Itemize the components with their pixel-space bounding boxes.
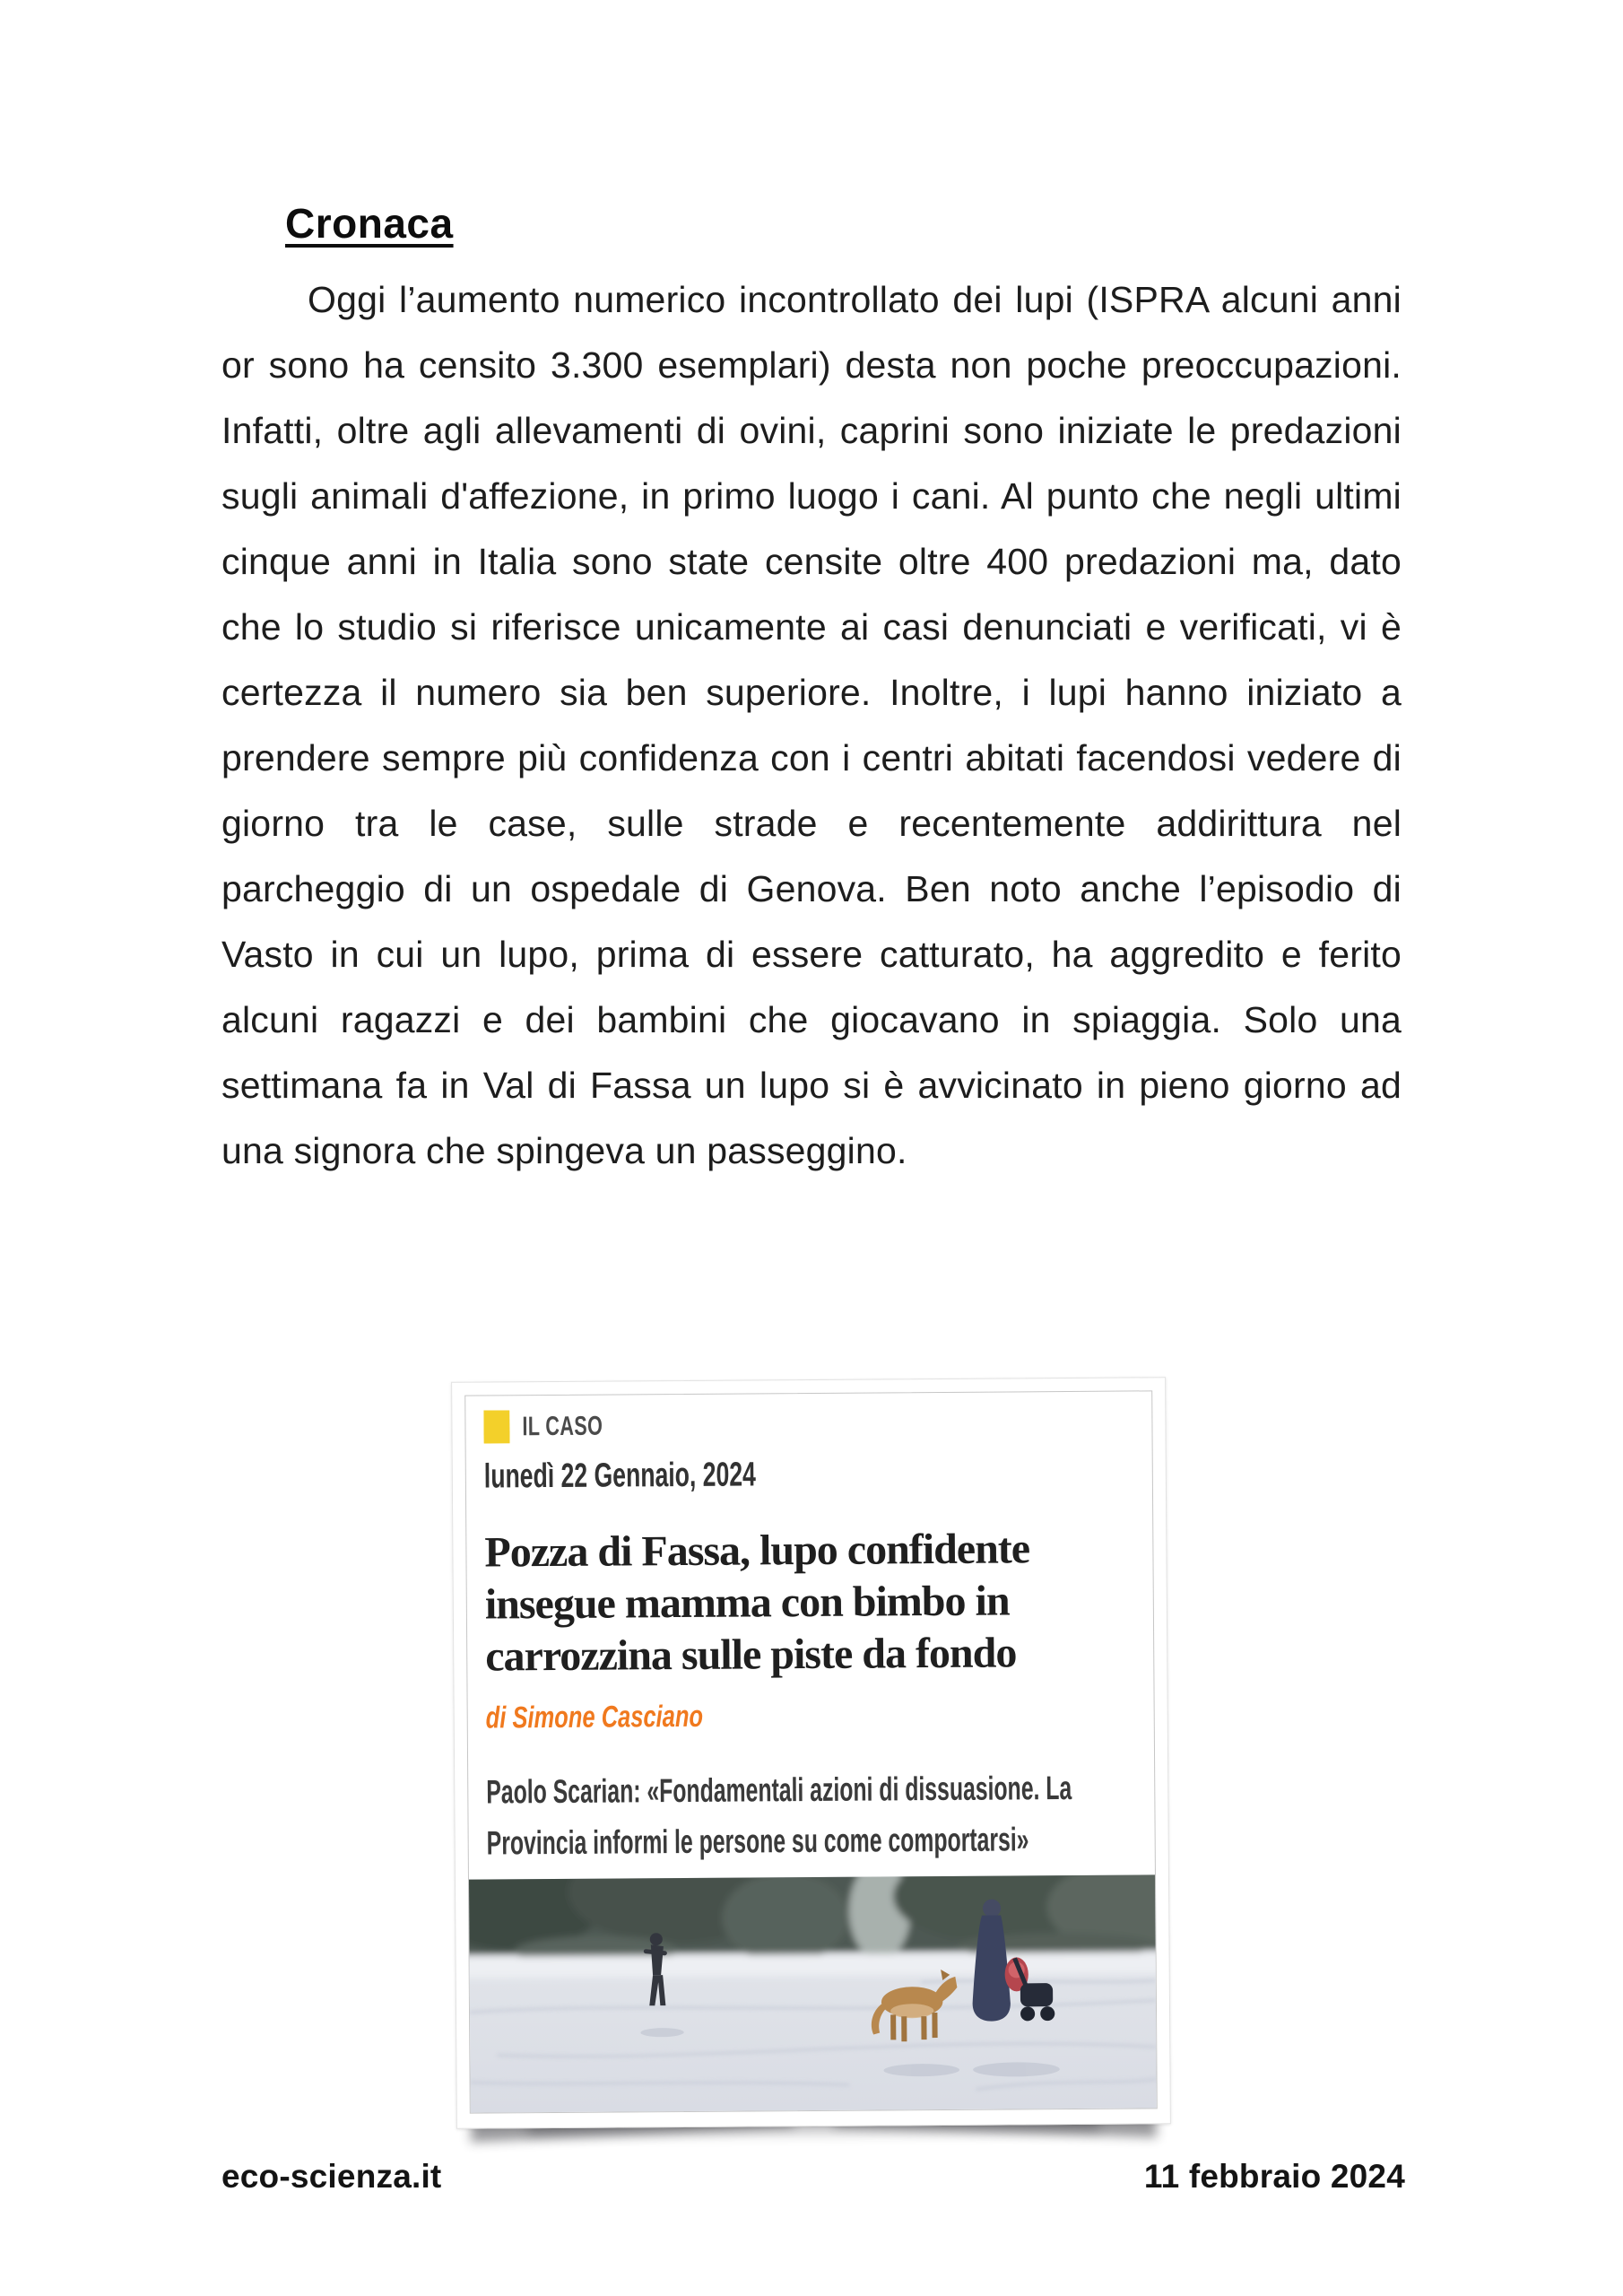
footer-date: 11 febbraio 2024 xyxy=(1143,2158,1405,2195)
section-heading: Cronaca xyxy=(285,200,454,247)
article-byline: di Simone Casciano xyxy=(485,1699,704,1735)
forest-background xyxy=(469,1874,1157,1979)
kicker xyxy=(483,1405,1133,1443)
article-deck: Paolo Scarian: «Fondamentali azioni di dissuasione. La Provincia informi le persone su come comportarsi» xyxy=(486,1769,1072,1862)
kicker-label: IL CASO xyxy=(522,1411,603,1441)
news-card xyxy=(451,1377,1171,2129)
kicker-color-swatch-icon xyxy=(483,1410,509,1443)
article-date: lunedì 22 Gennaio, 2024 xyxy=(483,1456,757,1496)
news-clipping xyxy=(451,1377,1171,2129)
page-footer xyxy=(221,2158,1405,2196)
article-photo xyxy=(469,1874,1157,2112)
article-headline: Pozza di Fassa, lupo confidente insegue mamma con bimbo in carrozzina sulle piste da fondo xyxy=(484,1525,1030,1681)
footer-site: eco-scienza.it xyxy=(221,2158,442,2195)
body-paragraph: Oggi l’aumento numerico incontrollato dei lupi (ISPRA alcuni anni or sono ha censito 3.300 esemplari) desta non poche preoccupazioni. Infatti, oltre agli allevamenti di ovini, caprini sono iniziate le predazioni sugli animali d'affezione, in primo luogo i cani. Al punto che negli ultimi cinque anni in Italia sono state censite oltre 400 predazioni ma, dato che lo studio si riferisce unicamente ai casi denunciati e verificati, vi è certezza il numero sia ben superiore. Inoltre, i lupi hanno iniziato a prendere sempre più confidenza con i centri abitati facendosi vedere di giorno tra le case, sulle strade e recentemente addirittura nel parcheggio di un ospedale di Genova. Ben noto anche l’episodio di Vasto in cui un lupo, prima di essere catturato, ha aggredito e ferito alcuni ragazzi e dei bambini che giocavano in spiaggia. Solo una settimana fa in Val di Fassa un lupo si è avvicinato in pieno giorno ad una signora che spingeva un passeggino. xyxy=(221,279,1402,1171)
article-screenshot xyxy=(464,1390,1158,2113)
